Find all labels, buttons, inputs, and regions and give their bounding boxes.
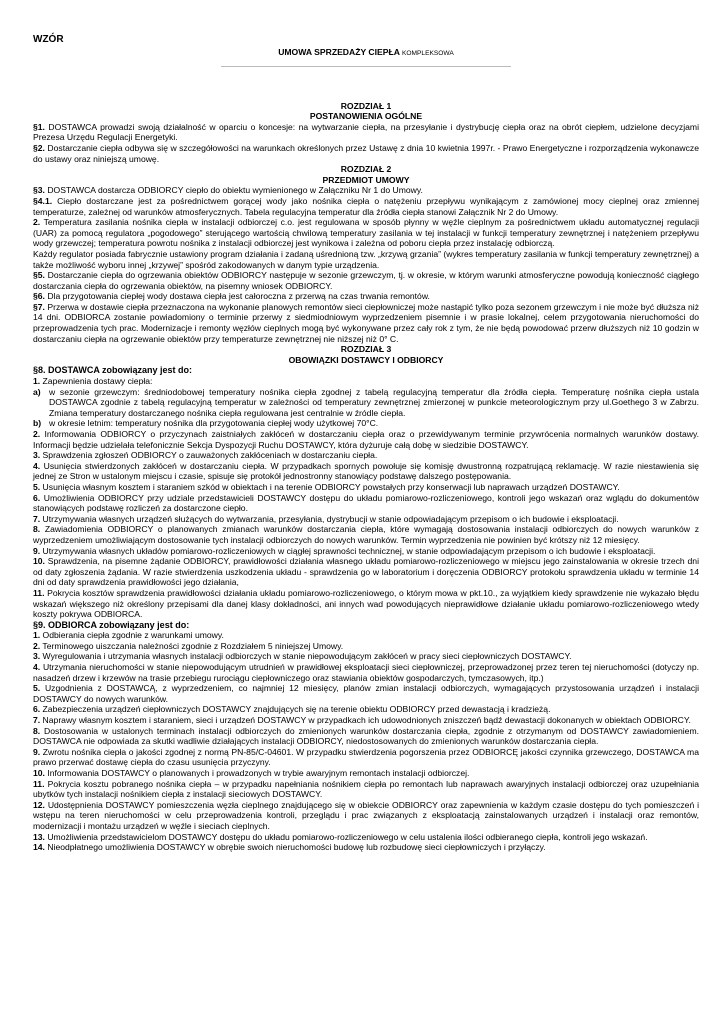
item-number: 10. [33,768,45,778]
list-item [33,482,699,493]
item-text: Wyregulowania i utrzymania własnych instalacji odbiorczych w stanie niepowodującym zakłóceń w pracy sieci ciepłowniczych DOSTAWCY. [40,651,572,662]
list-item [33,842,699,853]
paragraph-text: Każdy regulator posiada fabrycznie ustawiony program działania i zadaną uśrednioną tzw. „krzywą grzania” (wykres temperatury zasilania w funkcji temperatury zewnętrznej) a także możliwość wyboru innej „krzywej” spośród zakodowanych w danym typie urządzenia. [33,248,699,270]
paragraph-text: Ciepło dostarczane jest za pośrednictwem gorącej wody jako nośnika ciepła o natężeniu przepływu wynikającym z zamówionej mocy cieplnej oraz zmiennej temperaturze, zależnej od warunków atmosferycznych. Tabela regulacyjna temperatur dla źródła ciepła stanowi Załącznik Nr 2 do Umowy. [33,195,699,217]
paragraph-text: Dostarczanie ciepła do ogrzewania obiektów ODBIORCY następuje w sezonie grzewczym, tj. w okresie, w którym warunki atmosferyczne powodują konieczność ciągłego dostarczania ciepła do ogrzewania obiektów, na pisemny wniosek ODBIORCY. [33,270,699,291]
sub-item [33,418,699,429]
item-text: Uzgodnienia z DOSTAWCĄ, z wyprzedzeniem, co najmniej 12 miesięcy, planów zmian instalacji odbiorczych, wymagających przystosowania urządzeń i instalacji DOSTAWCY do nowych warunków. [33,683,699,704]
paragraph [33,270,699,291]
paragraph-text: Przerwa w dostawie ciepła przeznaczona na wykonanie planowych remontów sieci ciepłowniczej może nastąpić tylko poza sezonem grzewczym i nie może być dłuższa niż 14 dni. ODBIORCA zostanie powiadomiony o terminie przerwy z siedmiodniowym wyprzedzeniem pisemnie i w prasie lokalnej, celem przygotowania nieruchomości do przeprowadzenia tych prac. Modernizacje i remonty węzłów cieplnych mogą być wykonywane przez cały rok z tym, że nie będą powodować przerw dłuższych niż 10 godzin w dostarczaniu ciepła na ogrzewanie obiektów przy temperaturze zewnętrznej nie niższej niż 0° C. [33,301,699,344]
paragraph-number: §5. [33,270,45,281]
item-number: 13. [33,831,45,842]
paragraph [33,196,699,217]
paragraph-text: Dla przygotowania ciepłej wody dostawa ciepła jest całoroczna z przerwą na czas trwania remontów. [44,291,430,302]
sub-item-marker: a) [33,386,41,397]
item-text: Udostępnienia DOSTAWCY pomieszczenia węzła cieplnego znajdującego się w obiekcie ODBIORCY oraz zapewnienia w każdym czasie dostępu do tych pomieszczeń i wstępu na teren nieruchomości w celu przeprowadzenia kontroli, przeglądu i prac związanych z eksploatacją zainstalowanych urządzeń i instalacji oraz remontów, modernizacji i montażu urządzeń w węźle i sieciach cieplnych. [33,799,699,831]
list-item [33,588,699,620]
item-text: Utrzymywania własnych urządzeń służących do wytwarzania, przesyłania, dystrybucji w stanie odpowiadającym przepisom o ich budowie i eksploatacji. [40,513,619,524]
paragraph [33,143,699,164]
list-item [33,546,699,557]
list-item [33,715,699,726]
list-item [33,800,699,832]
item-number: 7. [33,513,41,524]
item-text: Umożliwienia ODBIORCY przy udziale przedstawicieli DOSTAWCY dostępu do układu pomiarowo-rozliczeniowego, kontroli jego wskazań oraz wglądu do dokumentów stanowiących podstawę rozliczeń za dostarczone ciepło. [33,492,699,514]
item-text: Usunięcia stwierdzonych zakłóceń w dostarczaniu ciepła. W przypadkach spornych powołuje się komisję dwustronną rozpatrującą reklamację. W razie niestawienia się jednej ze Stron w ustalonym miejscu i czasie, spisuje się protokół jednostronny stanowiący podstawę dalszego postępowania. [33,460,699,482]
item-text: Zapewnienia dostawy ciepła: [40,376,153,387]
item-number: 2. [33,640,41,651]
item-number: 11. [33,587,45,598]
sub-item-text: w sezonie grzewczym: średniodobowej temperatury nośnika ciepła zgodnej z tabelą regulacyjną temperatur dla źródła ciepła. Temperaturę nośnika ciepła ustala DOSTAWCA zgodnie z tabelą regulacyjną temperatur w zależności od temperatury zewnętrznej zmierzonej w punkcie meteorologicznym przy ul.Goethego 3 w Zabrzu. Zmiana temperatury dostarczanego nośnika ciepła regulowana jest centralnie w źródle ciepła. [49,386,699,418]
paragraph-text: DOSTAWCA dostarcza ODBIORCY ciepło do obiektu wymienionego w Załączniku Nr 1 do Umowy. [44,185,423,196]
item-number: 5. [33,683,41,694]
item-text: Sprawdzenia, na pisemne żądanie ODBIORCY, prawidłowości działania własnego układu pomiarowo-rozliczeniowego w miejscu jego zainstalowania w okresie trzech dni od daty zgłoszenia żądania. W razie stwierdzenia uszkodzenia układu - sprawdzenia go w laboratorium i doręczenia ODBIORCY protokołu sprawdzenia układu w terminie 14 dni od daty sprawdzenia prawidłowości jego działania, [33,556,699,588]
item-text: Usunięcia własnym kosztem i staraniem szkód w obiektach i na terenie ODBIORCY powstałych przy konserwacji lub naprawach urządzeń DOSTAWCY. [40,481,620,492]
item-text: Odbierania ciepła zgodnie z warunkami umowy. [40,630,224,641]
title-rule [221,66,511,67]
item-text: Informowania DOSTAWCY o planowanych i prowadzonych w trybie awaryjnym remontach instalacji odbiorczej. [44,768,470,778]
chapter-2-subheading: PRZEDMIOT UMOWY [322,174,410,185]
item-text: Sprawdzenia zgłoszeń ODBIORCY o zauważonych zakłóceniach w dostarczaniu ciepła. [40,450,378,461]
list-item [33,768,699,779]
paragraph-number: §2. [33,142,45,153]
paragraph-number: §3. [33,185,45,196]
item-number: 14. [33,842,45,853]
list-item [33,779,699,800]
item-text: Zabezpieczenia urządzeń ciepłowniczych DOSTAWCY znajdujących się na terenie obiektu ODBIORCY przed dewastacją i kradzieżą. [40,704,551,715]
paragraph [33,185,699,196]
item-text: Utrzymania nieruchomości w stanie niepowodującym utrudnień w prawidłowej eksploatacji sieci ciepłowniczej, przeprowadzonej przez teren tej nieruchomości (dotyczy np. nasadzeń drzew i krzewów na trasie przebiegu rurociągu ciepłowniczego oraz stawiania obiektów gospodarczych, tymczasowych, itp.) [33,662,699,683]
item-text: Naprawy własnym kosztem i staraniem, sieci i urządzeń DOSTAWCY w przypadkach ich udowodnionych zniszczeń bądź dewastacji dokonanych w obiektach ODBIORCY. [40,715,691,726]
item-text: Informowania ODBIORCY o przyczynach zaistniałych zakłóceń w dostarczaniu ciepła oraz o przewidywanym terminie przywrócenia normalnych warunków dostawy. Informacji będzie udzielała telefonicznie Sekcja Dyspozycji Ruchu DOSTAWCY, która dyżuruje całą dobę w siedzibie DOSTAWCY. [33,429,699,450]
document-title [33,47,699,60]
item-text: Nieodpłatnego umożliwienia DOSTAWCY w obrębie swoich nieruchomości budowę lub rozbudowę sieci ciepłowniczych i przyłączy. [44,842,546,853]
paragraph [33,302,699,344]
item-number: 12. [33,799,45,810]
item-number: 2. [33,429,41,439]
list-item [33,704,699,715]
item-text: Dostosowania w ustalonych terminach instalacji odbiorczych do zmienionych warunków dostarczania ciepła, zgodnie z otrzymanym od DOSTAWCY zawiadomieniem. DOSTAWCA nie odpowiada za skutki wadliwie działających instalacji ODBIORCY, niedostosowanych do zmienionych warunków dostarczania ciepła. [33,725,699,747]
item-number: 6. [33,492,41,503]
list-item [33,641,699,652]
list-item [33,524,699,545]
chapter-2-heading: ROZDZIAŁ 2 [340,164,392,175]
section-8-heading: §8. DOSTAWCA zobowiązany jest do: [33,365,193,376]
list-item [33,747,699,768]
item-number: 9. [33,746,41,757]
item-text: Zawiadomienia ODBIORCY o planowanych zmianach warunków dostarczania ciepła, które wymagają dostosowania instalacji odbiorczych do nowych warunków z wyprzedzeniem umożliwiającym dostosowanie tych instalacji odbiorczych do nowych warunków. Termin wyprzedzenia nie powinien być krótszy niż 12 miesięcy. [33,524,699,545]
paragraph-number: §4.1. [33,195,53,206]
title-small: KOMPLEKSOWA [402,50,454,57]
item-text: Pokrycia kosztów sprawdzenia prawidłowości działania układu pomiarowo-rozliczeniowego, o którym mowa w pkt.10., za wyjątkiem kiedy sprawdzenie nie wykazało błędu wskazań większego niż określony przepisami dla danej klasy dokładności, ani innych wad powodujących nieprawidłowe działanie układu pomiarowo-rozliczeniowego wtedy koszty pokrywa ODBIORCA. [33,587,699,620]
item-text: Utrzymywania własnych układów pomiarowo-rozliczeniowych w ciągłej sprawności technicznej, w stanie odpowiadającym przepisom o ich budowie i eksploatacji. [40,545,656,556]
item-number: 8. [33,524,41,535]
paragraph-text: Temperatura zasilania nośnika ciepła w instalacji odbiorczej c.o. jest regulowana w sposób płynny w węźle cieplnym za pośrednictwem układu automatycznej regulacji (UAR) za pomocą regulatora „pogodowego” sterującego wartością chwilową temperatury zasilania w tej instalacji w funkcji temperatury zewnętrznej i natężeniem przepływu wody grzewczej; temperatura powrotu nośnika z instalacji odbiorczej jest wynikowa i zależna od poboru ciepła przez instalację odbiorczą. [33,217,699,249]
list-item [33,376,699,387]
chapter-3-heading: ROZDZIAŁ 3 [340,344,392,355]
list-item [33,832,699,843]
item-text: Pokrycia kosztu pobranego nośnika ciepła – w przypadku napełniania nośnikiem ciepła po remontach lub naprawach awaryjnych instalacji odbiorczej oraz uzupełniania ubytków tych instalacji nośnikiem ciepła z instalacji sieciowych DOSTAWCY. [33,778,699,800]
paragraph-number: 2. [33,217,41,228]
document-body [33,34,699,853]
paragraph-number: §7. [33,301,45,312]
item-number: 9. [33,545,41,556]
list-item [33,683,699,704]
wzor-label: WZÓR [33,34,64,45]
chapter-1-heading: ROZDZIAŁ 1 [340,100,392,111]
item-number: 8. [33,725,41,736]
item-number: 5. [33,481,41,492]
list-item [33,493,699,514]
item-number: 4. [33,460,41,471]
title-main: UMOWA SPRZEDAŻY CIEPŁA [278,47,400,57]
item-number: 10. [33,556,45,567]
paragraph [33,217,699,249]
item-number: 6. [33,704,41,715]
item-number: 3. [33,651,41,662]
item-number: 4. [33,662,41,673]
sub-item [33,387,699,419]
item-text: Terminowego uiszczania należności zgodnie z Rozdziałem 5 niniejszej Umowy. [40,640,344,651]
list-item [33,662,699,683]
sub-item-marker: b) [33,418,42,429]
list-item [33,651,699,662]
chapter-3-subheading: OBOWIĄZKI DOSTAWCY I ODBIORCY [288,354,444,365]
item-text: Umożliwienia przedstawicielom DOSTAWCY dostępu do układu pomiarowo-rozliczeniowego w celu ustalenia ilości odbieranego ciepła, kontroli jego wskazań. [44,831,648,842]
paragraph [33,291,699,302]
paragraph [33,122,699,143]
list-item [33,429,699,450]
list-item [33,450,699,461]
item-number: 7. [33,715,41,726]
paragraph-text: DOSTAWCA prowadzi swoją działalność w oparciu o koncesje: na wytwarzanie ciepła, na przesyłanie i dystrybucję ciepła oraz na obrót ciepłem, udzielone decyzjami Prezesa Urzędu Regulacji Energetyki. [33,121,699,143]
paragraph-number: §1. [33,121,45,132]
item-number: 1. [33,376,41,387]
section-9-heading: §9. ODBIORCA zobowiązany jest do: [33,619,190,630]
chapter-1-subheading: POSTANOWIENIA OGÓLNE [309,111,423,122]
item-number: 11. [33,778,45,789]
paragraph-text: Dostarczanie ciepła odbywa się w szczegółowości na warunkach określonych przez Ustawę z dnia 10 kwietnia 1997r. - Prawo Energetyczne i rozporządzenia wykonawcze do ustawy oraz niniejszą umowę. [33,142,699,164]
list-item [33,726,699,747]
sub-item-text: w okresie letnim: temperatury nośnika dla przygotowania ciepłej wody użytkowej 70°C. [49,418,379,429]
list-item [33,556,699,588]
item-text: Zwrotu nośnika ciepła o jakości zgodnej z normą PN-85/C-04601. W przypadku stwierdzenia pogorszenia przez ODBIORCĘ jakości czynnika grzewczego, DOSTAWCA ma prawo przerwać dostawę ciepła do czasu usunięcia przyczyny. [33,746,699,768]
paragraph [33,249,699,270]
item-number: 1. [33,630,41,641]
list-item [33,630,699,641]
item-number: 3. [33,450,41,461]
paragraph-number: §6. [33,291,45,302]
list-item [33,514,699,525]
list-item [33,461,699,482]
